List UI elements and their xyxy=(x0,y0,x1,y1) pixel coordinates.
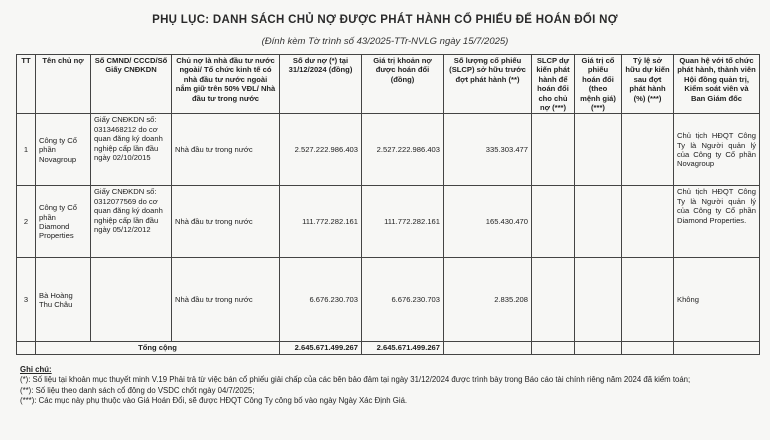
row-investor: Nhà đầu tư trong nước xyxy=(172,114,280,186)
row-slcp xyxy=(532,114,575,186)
header-creditor-name: Tên chủ nợ xyxy=(36,55,91,114)
total-label: Tổng cộng xyxy=(36,342,280,354)
table-row xyxy=(17,258,760,342)
row-ratio xyxy=(622,258,674,342)
note-line: (***): Các mục này phụ thuộc vào Giá Hoán Đổi, sẽ được HĐQT Công Ty công bố vào ngày Ngày Xác Định Giá. xyxy=(20,396,408,406)
total-empty-cell xyxy=(674,342,760,354)
row-ratio xyxy=(622,114,674,186)
document-title: PHỤ LỤC: DANH SÁCH CHỦ NỢ ĐƯỢC PHÁT HÀNH CỔ PHIẾU ĐỂ HOÁN ĐỔI NỢ xyxy=(152,14,618,26)
header-share-value: Giá trị cổ phiếu hoán đổi (theo mệnh giá) (***) xyxy=(575,55,622,114)
row-name: Công ty Cổ phần Diamond Properties xyxy=(36,186,91,258)
row-shares-before: 165.430.470 xyxy=(444,186,532,258)
row-shares-before: 2.835.208 xyxy=(444,258,532,342)
row-share-value xyxy=(575,114,622,186)
header-relation: Quan hệ với tổ chức phát hành, thành viên Hội đồng quản trị, Kiểm soát viên và Ban Giám đốc xyxy=(674,55,760,114)
row-relation: Chủ tịch HĐQT Công Ty là Người quản lý của Công ty Cổ phần Novagroup xyxy=(674,114,760,186)
row-tt: 2 xyxy=(17,186,36,258)
total-swap-value: 2.645.671.499.267 xyxy=(362,342,444,354)
row-id: Giấy CNĐKDN số: 0313468212 do cơ quan đăng ký doanh nghiệp cấp lần đầu ngày 02/10/2015 xyxy=(91,114,172,186)
row-relation: Chủ tịch HĐQT Công Ty là Người quản lý của Công ty Cổ phần Diamond Properties. xyxy=(674,186,760,258)
row-relation: Không xyxy=(674,258,760,342)
total-row xyxy=(17,342,760,354)
row-name: Công ty Cổ phần Novagroup xyxy=(36,114,91,186)
header-ratio: Tỷ lệ sở hữu dự kiến sau đợt phát hành (%) (***) xyxy=(622,55,674,114)
header-tt: TT xyxy=(17,55,36,114)
header-balance: Số dư nợ (*) tại 31/12/2024 (đồng) xyxy=(280,55,362,114)
row-id: Giấy CNĐKDN số: 0312077569 do cơ quan đăng ký doanh nghiệp cấp lần đầu ngày 05/12/2012 xyxy=(91,186,172,258)
row-name: Bà Hoàng Thu Châu xyxy=(36,258,91,342)
row-share-value xyxy=(575,186,622,258)
note-line: (*): Số liệu tại khoản mục thuyết minh V.19 Phải trả từ việc bán cổ phiếu giải chấp của các bên bảo đảm tại ngày 31/12/2024 được trình bày trong Báo cáo tài chính riêng năm 2024 đã kiểm toán; xyxy=(20,375,691,385)
header-slcp: SLCP dự kiến phát hành để hoán đổi cho chủ nợ (***) xyxy=(532,55,575,114)
row-investor: Nhà đầu tư trong nước xyxy=(172,186,280,258)
header-id-number: Số CMND/ CCCD/Số Giấy CNĐKDN xyxy=(91,55,172,114)
row-swap-value: 2.527.222.986.403 xyxy=(362,114,444,186)
notes-title: Ghi chú: xyxy=(20,365,52,374)
row-ratio xyxy=(622,186,674,258)
row-investor: Nhà đầu tư trong nước xyxy=(172,258,280,342)
table-row xyxy=(17,186,760,258)
row-swap-value: 111.772.282.161 xyxy=(362,186,444,258)
table-header-row xyxy=(17,55,760,114)
total-empty-cell xyxy=(444,342,532,354)
notes-section xyxy=(20,365,760,407)
row-id xyxy=(91,258,172,342)
row-share-value xyxy=(575,258,622,342)
total-empty-cell xyxy=(532,342,575,354)
row-slcp xyxy=(532,258,575,342)
row-shares-before: 335.303.477 xyxy=(444,114,532,186)
table-row xyxy=(17,114,760,186)
row-balance: 111.772.282.161 xyxy=(280,186,362,258)
document-subtitle: (Đính kèm Tờ trình số 43/2025-TTr-NVLG ngày 15/7/2025) xyxy=(261,36,509,47)
total-balance: 2.645.671.499.267 xyxy=(280,342,362,354)
row-slcp xyxy=(532,186,575,258)
creditor-table xyxy=(16,54,760,355)
header-swap-value: Giá trị khoản nợ được hoán đổi (đồng) xyxy=(362,55,444,114)
total-empty-cell xyxy=(575,342,622,354)
row-balance: 2.527.222.986.403 xyxy=(280,114,362,186)
row-tt: 3 xyxy=(17,258,36,342)
total-empty-cell xyxy=(622,342,674,354)
row-tt: 1 xyxy=(17,114,36,186)
row-balance: 6.676.230.703 xyxy=(280,258,362,342)
note-line: (**): Số liệu theo danh sách cổ đông do VSDC chốt ngày 04/7/2025; xyxy=(20,385,255,395)
total-tt-cell xyxy=(17,342,36,354)
header-shares-before: Số lượng cổ phiếu (SLCP) sở hữu trước đợt phát hành (**) xyxy=(444,55,532,114)
header-investor-type: Chủ nợ là nhà đầu tư nước ngoài/ Tổ chức kinh tế có nhà đầu tư nước ngoài nắm giữ trên 50% VĐL/ Nhà đầu tư trong nước xyxy=(172,55,280,114)
row-swap-value: 6.676.230.703 xyxy=(362,258,444,342)
